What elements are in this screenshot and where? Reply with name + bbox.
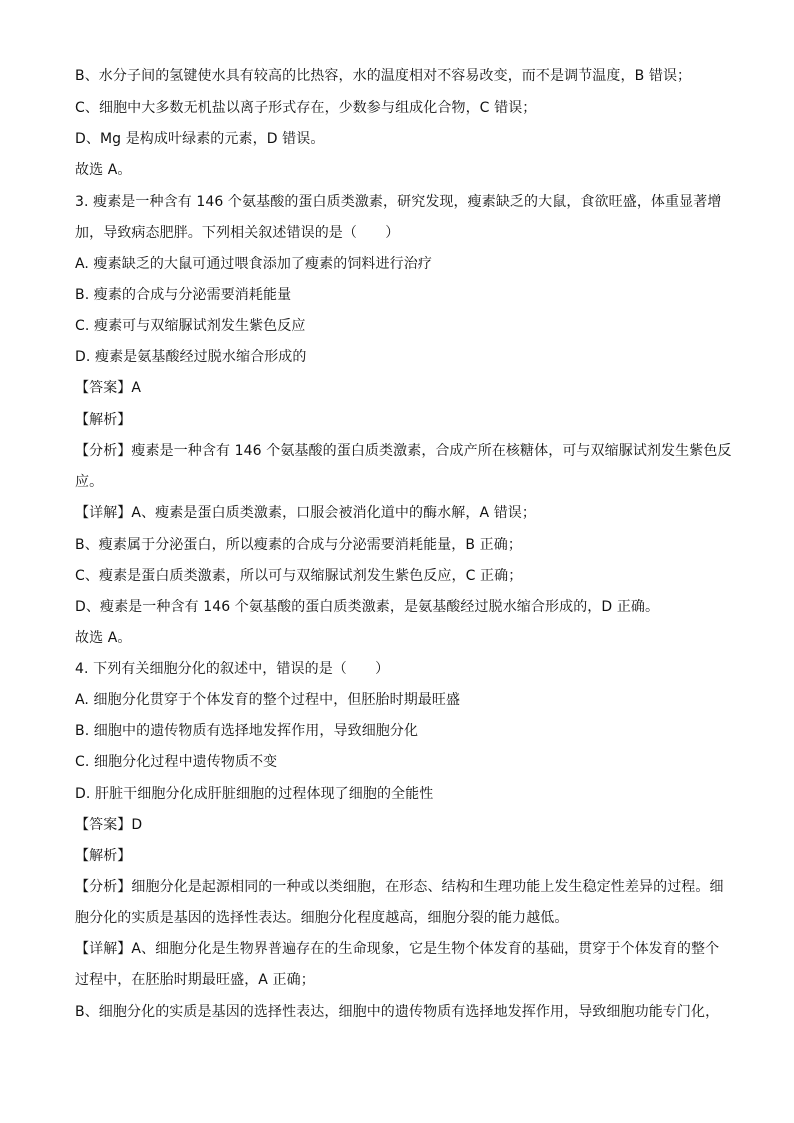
question-3-option-a: A. 瘦素缺乏的大鼠可通过喂食添加了瘦素的饲料进行治疗 (75, 256, 432, 272)
question-3-stem-continued: 加，导致病态肥胖。下列相关叙述错误的是（ ） (75, 225, 400, 241)
question-4-detail-a-continued: 过程中，在胚胎时期最旺盛，A 正确； (75, 972, 315, 988)
question-3-detail-b: B、瘦素属于分泌蛋白，所以瘦素的合成与分泌需要消耗能量，B 正确； (75, 537, 522, 553)
question-4-option-d: D. 肝脏干细胞分化成肝脏细胞的过程体现了细胞的全能性 (75, 786, 434, 802)
question-3-detail-a: 【详解】A、瘦素是蛋白质类激素，口服会被消化道中的酶水解，A 错误； (75, 505, 537, 521)
question-4-detail-b: B、细胞分化的实质是基因的选择性表达，细胞中的遗传物质有选择地发挥作用，导致细胞功能专门化， (75, 1004, 720, 1020)
question-4-analysis-heading: 【解析】 (75, 848, 132, 864)
answer-line-b-water: B、水分子间的氢键使水具有较高的比热容，水的温度相对不容易改变，而不是调节温度，B 错误； (75, 68, 692, 84)
question-4-answer: 【答案】D (75, 817, 143, 833)
question-4-option-a: A. 细胞分化贯穿于个体发育的整个过程中，但胚胎时期最旺盛 (75, 692, 461, 708)
question-3-answer: 【答案】A (75, 380, 142, 396)
question-3-result: 故选 A。 (75, 630, 132, 646)
question-3-stem: 3. 瘦素是一种含有 146 个氨基酸的蛋白质类激素，研究发现，瘦素缺乏的大鼠，食欲旺盛，体重显著增 (75, 194, 722, 210)
question-3-analysis-continued: 应。 (75, 474, 104, 490)
question-3-option-c: C. 瘦素可与双缩脲试剂发生紫色反应 (75, 318, 306, 334)
answer-line-c-salts: C、细胞中大多数无机盐以离子形式存在，少数参与组成化合物，C 错误； (75, 100, 537, 116)
question-4-stem: 4. 下列有关细胞分化的叙述中，错误的是（ ） (75, 661, 390, 677)
question-3-detail-c: C、瘦素是蛋白质类激素，所以可与双缩脲试剂发生紫色反应，C 正确； (75, 568, 523, 584)
question-4-detail-a: 【详解】A、细胞分化是生物界普遍存在的生命现象，它是生物个体发育的基础，贯穿于个体发育的整个 (75, 941, 720, 957)
answer-line-d-mg: D、Mg 是构成叶绿素的元素，D 错误。 (75, 131, 325, 147)
question-3-analysis: 【分析】瘦素是一种含有 146 个氨基酸的蛋白质类激素，合成产所在核糖体，可与双缩脲试剂发生紫色反 (75, 443, 732, 459)
question-3-option-b: B. 瘦素的合成与分泌需要消耗能量 (75, 287, 292, 303)
question-4-option-c: C. 细胞分化过程中遗传物质不变 (75, 754, 278, 770)
question-4-analysis: 【分析】细胞分化是起源相同的一种或以类细胞，在形态、结构和生理功能上发生稳定性差异的过程。细 (75, 879, 724, 895)
question-3-analysis-heading: 【解析】 (75, 412, 132, 428)
question-4-analysis-continued: 胞分化的实质是基因的选择性表达。细胞分化程度越高，细胞分裂的能力越低。 (75, 910, 569, 926)
question-3-option-d: D. 瘦素是氨基酸经过脱水缩合形成的 (75, 349, 307, 365)
choice-result-line: 故选 A。 (75, 162, 132, 178)
question-4-option-b: B. 细胞中的遗传物质有选择地发挥作用，导致细胞分化 (75, 723, 419, 739)
question-3-detail-d: D、瘦素是一种含有 146 个氨基酸的蛋白质类激素，是氨基酸经过脱水缩合形成的，D 正确。 (75, 599, 660, 615)
